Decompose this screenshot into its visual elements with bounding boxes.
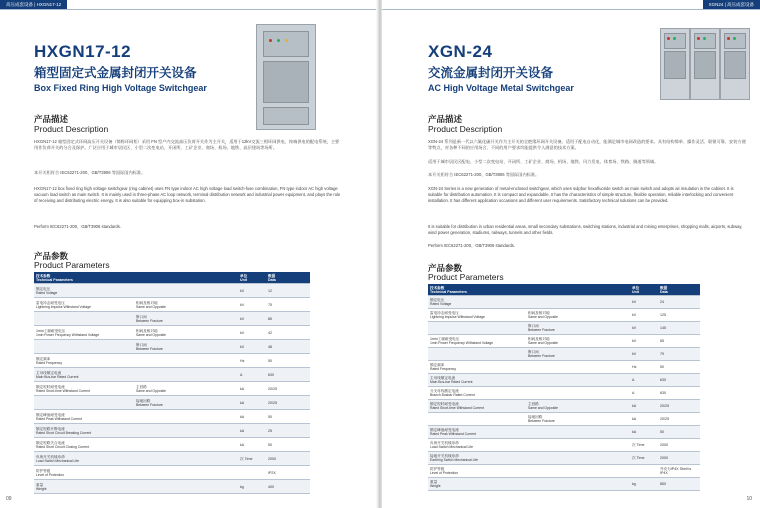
table-row [428,387,700,400]
unit-cell: Hz [630,361,658,374]
unit-cell: kV [238,312,266,326]
col-data: 数据 Data [658,284,700,296]
title-cn: 交流金属封闭开关设备 [428,66,554,80]
desc-para-en: XGN-24 Series is a new generation of metal-enclosed switchgear, which uses sulphur hexafluoride switch as main switch and adopts air insulation in the cabinet. It is suitable for distribution automation. It is compact and expandable. It has the characteristics of simple structure, flexible operation, reliable interlocking and convenient installation. It has different application occasions and different user requirements. Satisfactory technical solutions can be provided. [428,186,734,204]
param-cell: 负荷开关机械寿命 Load Switch Mechanical Life [34,452,134,466]
sub-param-cell [134,438,238,452]
param-heading-en: Product Parameters [34,260,110,270]
unit-cell: 次 Time [238,452,266,466]
table-row [34,340,310,354]
param-cell: 负荷开关机械寿命 Load Switch Mechanical Life [428,439,526,452]
desc-heading-cn: 产品描述 [428,114,463,124]
table-row [34,480,310,494]
sub-param-cell [526,439,630,452]
table-row [34,368,310,382]
param-cell: 接地开关机械寿命 Earthing Switch Mechanical Life [428,452,526,465]
param-cell: 重量 Weight [34,480,134,494]
sub-param-cell [526,465,630,478]
table-header-row [34,272,310,284]
param-cell: 重量 Weight [428,478,526,491]
data-cell: 50 [266,410,310,424]
desc-heading-en: Product Description [428,124,503,134]
unit-cell: kV [630,348,658,361]
desc-para-cn: HXGN17-12 箱型固定式环网高压开关设备（简称环网柜）采用 FN 型户内交流高压负荷开关作为主开关，适用于12kV交流三相环网供电、终端供电的配电系统，主要用作负荷开关的分合及保护。广泛应用于城市居民区、小型二次变电站、开闭所、工矿企业、商场、机场、地铁、高层建筑等场所。 [34,139,340,151]
sub-param-cell [526,478,630,491]
data-cell: 20/25 [266,382,310,396]
sub-param-cell: 相间及相对地 Same and Opposite [526,335,630,348]
param-cell: 额定峰值耐受电流 Rated Peak Withstand Current [428,426,526,439]
data-cell: 850 [658,478,700,491]
table-row [34,424,310,438]
desc-para-en: HXGN17-12 box fixed ring high voltage switchgear (ring cabinet) uses FN type indoor AC high voltage load switch-fuse combination, FN type indoor AC high voltage vacuum load switch as main switch. It is mainly used in three-phase AC loop network, terminal distribution network and industrial power equipment, and plays the role of receiving and distributing electric energy. It is also suitable for equipping box-in substation. [34,186,341,204]
data-cell: 2000 [658,439,700,452]
param-cell: 额定峰值耐受电流 Rated Peak Withstand Current [34,410,134,424]
param-cell: 额定短路关合电流 Rated Short Circuit Closing Current [34,438,134,452]
data-cell: 75 [266,298,310,312]
table-row [428,309,700,322]
sub-param-cell [134,424,238,438]
model-title: HXGN17-12 [34,42,132,61]
data-cell: 630 [658,387,700,400]
page-number: 10 [746,496,752,502]
spec-table [34,272,310,494]
sub-param-cell: 接地回路 Between Fracture [526,413,630,426]
param-heading-en: Product Parameters [428,272,504,282]
param-cell: 1min工频耐受电压 1min Power Frequency Withstand Voltage [34,326,134,340]
desc-para-en-standard: Perform IEC62271-200、GB/T3906 standards. [428,243,516,248]
spec-table [428,284,700,491]
data-cell: 50 [658,426,700,439]
param-cell: 1min工频耐受电压 1min Power Frequency Withstand Voltage [428,335,526,348]
param-cell: 雷电冲击耐受电压 Lightning Impulse Withstand Voltage [34,298,134,312]
data-cell: 85 [266,312,310,326]
data-cell: 20/25 [266,396,310,410]
sub-param-cell: 相间及相对地 Same and Opposite [134,298,238,312]
param-cell [34,396,134,410]
col-param: 技术参数 Technical Parameters [34,272,134,284]
sub-param-cell: 相间及相对地 Same and Opposite [526,309,630,322]
sub-param-cell [526,296,630,309]
sub-param-cell [526,452,630,465]
switchgear-panel-row-photo [660,24,752,102]
unit-cell: A [630,374,658,387]
table-row [34,410,310,424]
unit-cell [630,465,658,478]
table-row [428,374,700,387]
table-row [34,452,310,466]
table-row [34,382,310,396]
sub-param-cell: 主回路 Same and Opposite [526,400,630,413]
desc-heading-en: Product Description [34,124,109,134]
desc-para-cn: XGN-24 系列是新一代以六氟化硫开关作为主开关的全绝缘环网开关设备，适用于配电自动化，能满足城市电网改造的要求。具有结构简单、操作灵活、联锁可靠、安装方便等特点，对各种不同的应用场合、不同的用户要求均能提供令人满意的技术方案。 [428,139,746,151]
table-row [34,312,310,326]
param-cell: 防护等级 Level of Protection [428,465,526,478]
header-rule [382,9,760,10]
unit-cell: kV [238,326,266,340]
data-cell: 25 [266,424,310,438]
data-cell: 20/25 [658,400,700,413]
table-row [428,426,700,439]
table-header-row [428,284,700,296]
table-row [34,284,310,298]
table-row [428,413,700,426]
sub-param-cell: 断口间 Between Fracture [134,340,238,354]
param-cell: 额定短时耐受电流 Rated Short-time Withstand Current [34,382,134,396]
col-param: 技术参数 Technical Parameters [428,284,526,296]
col-sub [526,284,630,296]
sub-param-cell [526,361,630,374]
sub-param-cell [134,466,238,480]
header-tag: 高压成套设备 | HXGN17-12 [0,0,67,10]
unit-cell: kA [238,382,266,396]
param-cell: 主母线额定电流 Main Bus-bar Rated Current [428,374,526,387]
col-unit: 单位 Unit [630,284,658,296]
param-cell [34,340,134,354]
unit-cell: A [630,387,658,400]
param-cell: 额定短时耐受电流 Rated Short-time Withstand Current [428,400,526,413]
table-row [428,335,700,348]
unit-cell: kV [630,296,658,309]
left-page [0,0,378,508]
param-cell [428,413,526,426]
model-title: XGN-24 [428,42,493,61]
data-cell: 48 [266,340,310,354]
desc-heading-cn: 产品描述 [34,114,69,124]
sub-param-cell [526,374,630,387]
table-row [428,361,700,374]
table-row [34,396,310,410]
param-cell [428,322,526,335]
page-number: 09 [6,496,12,502]
sub-param-cell [134,480,238,494]
table-row [428,465,700,478]
unit-cell: kA [630,400,658,413]
data-cell: 2000 [266,452,310,466]
unit-cell: A [238,368,266,382]
sub-param-cell [526,426,630,439]
table-row [428,452,700,465]
data-cell: 50 [658,361,700,374]
param-cell: 额定频率 Rated Frequency [428,361,526,374]
sub-param-cell [134,410,238,424]
table-row [428,400,700,413]
param-cell: 分支母线额定电流 Branch Busbar Rated Current [428,387,526,400]
unit-cell: kV [238,340,266,354]
unit-cell: kV [630,322,658,335]
table-row [428,296,700,309]
param-heading-cn: 产品参数 [428,263,463,273]
header-rule [0,9,378,10]
sub-param-cell: 主回路 Same and Opposite [134,382,238,396]
unit-cell: Hz [238,354,266,368]
unit-cell [238,466,266,480]
data-cell: 630 [658,374,700,387]
data-cell: 42 [266,326,310,340]
unit-cell: kg [630,478,658,491]
sub-param-cell [134,284,238,298]
col-sub [134,272,238,284]
col-unit: 单位 Unit [238,272,266,284]
desc-para-cn-standard: 本开关柜符合 IEC62271-200、GB/T3906 等国际国内标准。 [428,172,540,177]
data-cell: 24 [658,296,700,309]
switchgear-cabinet-photo [252,20,320,132]
param-cell [428,348,526,361]
data-cell: 145 [658,322,700,335]
param-cell [34,312,134,326]
unit-cell: kA [238,438,266,452]
param-cell: 防护等级 Level of Protection [34,466,134,480]
sub-param-cell: 断口间 Between Fracture [526,322,630,335]
table-row [428,348,700,361]
data-cell: 79 [658,348,700,361]
data-cell: 125 [658,309,700,322]
data-cell: 630 [266,368,310,382]
param-cell: 额定短路开断电流 Rated Short Circuit Breaking Current [34,424,134,438]
table-row [428,439,700,452]
unit-cell: 次 Time [630,452,658,465]
unit-cell: 次 Time [630,439,658,452]
data-cell: 50 [266,354,310,368]
param-heading-cn: 产品参数 [34,251,69,261]
data-cell: 2000 [658,452,700,465]
param-cell: 额定电压 Rated Voltage [428,296,526,309]
table-row [428,322,700,335]
desc-para-cn-fields: 适用于城市居民区配电、小型二次变电站、开闭所、工矿企业、商场、机场、地铁、风力发电、体育场、铁路、隧道等领域。 [428,159,659,164]
unit-cell: kV [630,309,658,322]
unit-cell: kV [630,335,658,348]
data-cell: IP2X [266,466,310,480]
unit-cell: kA [238,410,266,424]
desc-para-en-fields: It is suitable for distribution in urban residential areas, small secondary substations, switching stations, industrial and mining enterprises, shopping malls, airports, subway, wind power generation, stadiums, railways, tunnels and other fields. [428,224,743,236]
data-cell: 50 [266,438,310,452]
unit-cell: kA [630,426,658,439]
sub-param-cell: 断口间 Between Fracture [526,348,630,361]
data-cell: 20/25 [658,413,700,426]
table-row [34,326,310,340]
data-cell: 外壳为IP4X Shell is IP4X [658,465,700,478]
table-row [34,298,310,312]
param-cell: 额定频率 Rated Frequency [34,354,134,368]
header-tag: XGN24 | 高压成套设备 [703,0,760,10]
sub-param-cell: 断口间 Between Fracture [134,312,238,326]
unit-cell: kg [238,480,266,494]
data-cell: 400 [266,480,310,494]
table-row [34,354,310,368]
unit-cell: kA [238,396,266,410]
sub-param-cell [134,354,238,368]
sub-param-cell: 相间及相对地 Same and Opposite [134,326,238,340]
right-page [382,0,760,508]
param-cell: 主母线额定电流 Main Bus-bar Rated Current [34,368,134,382]
sub-param-cell [134,452,238,466]
unit-cell: kV [238,298,266,312]
title-en: Box Fixed Ring High Voltage Switchgear [34,83,207,93]
table-row [34,466,310,480]
param-cell: 雷电冲击耐受电压 Lightning Impulse Withstand Voltage [428,309,526,322]
sub-param-cell [134,368,238,382]
sub-param-cell [526,387,630,400]
param-cell: 额定电压 Rated Voltage [34,284,134,298]
title-en: AC High Voltage Metal Switchgear [428,83,574,93]
col-data: 数据 Data [266,272,310,284]
desc-para-en-standard: Perform IEC62271-200、GB/T3906 standards. [34,224,122,229]
sub-param-cell: 接地回路 Between Fracture [134,396,238,410]
data-cell: 12 [266,284,310,298]
data-cell: 65 [658,335,700,348]
table-row [34,438,310,452]
unit-cell: kA [238,424,266,438]
desc-para-cn-standard: 本开关柜符合 IEC62271-200、GB/T3906 等国际国内标准。 [34,170,146,175]
table-row [428,478,700,491]
unit-cell: kA [630,413,658,426]
unit-cell: kV [238,284,266,298]
title-cn: 箱型固定式金属封闭开关设备 [34,66,197,80]
